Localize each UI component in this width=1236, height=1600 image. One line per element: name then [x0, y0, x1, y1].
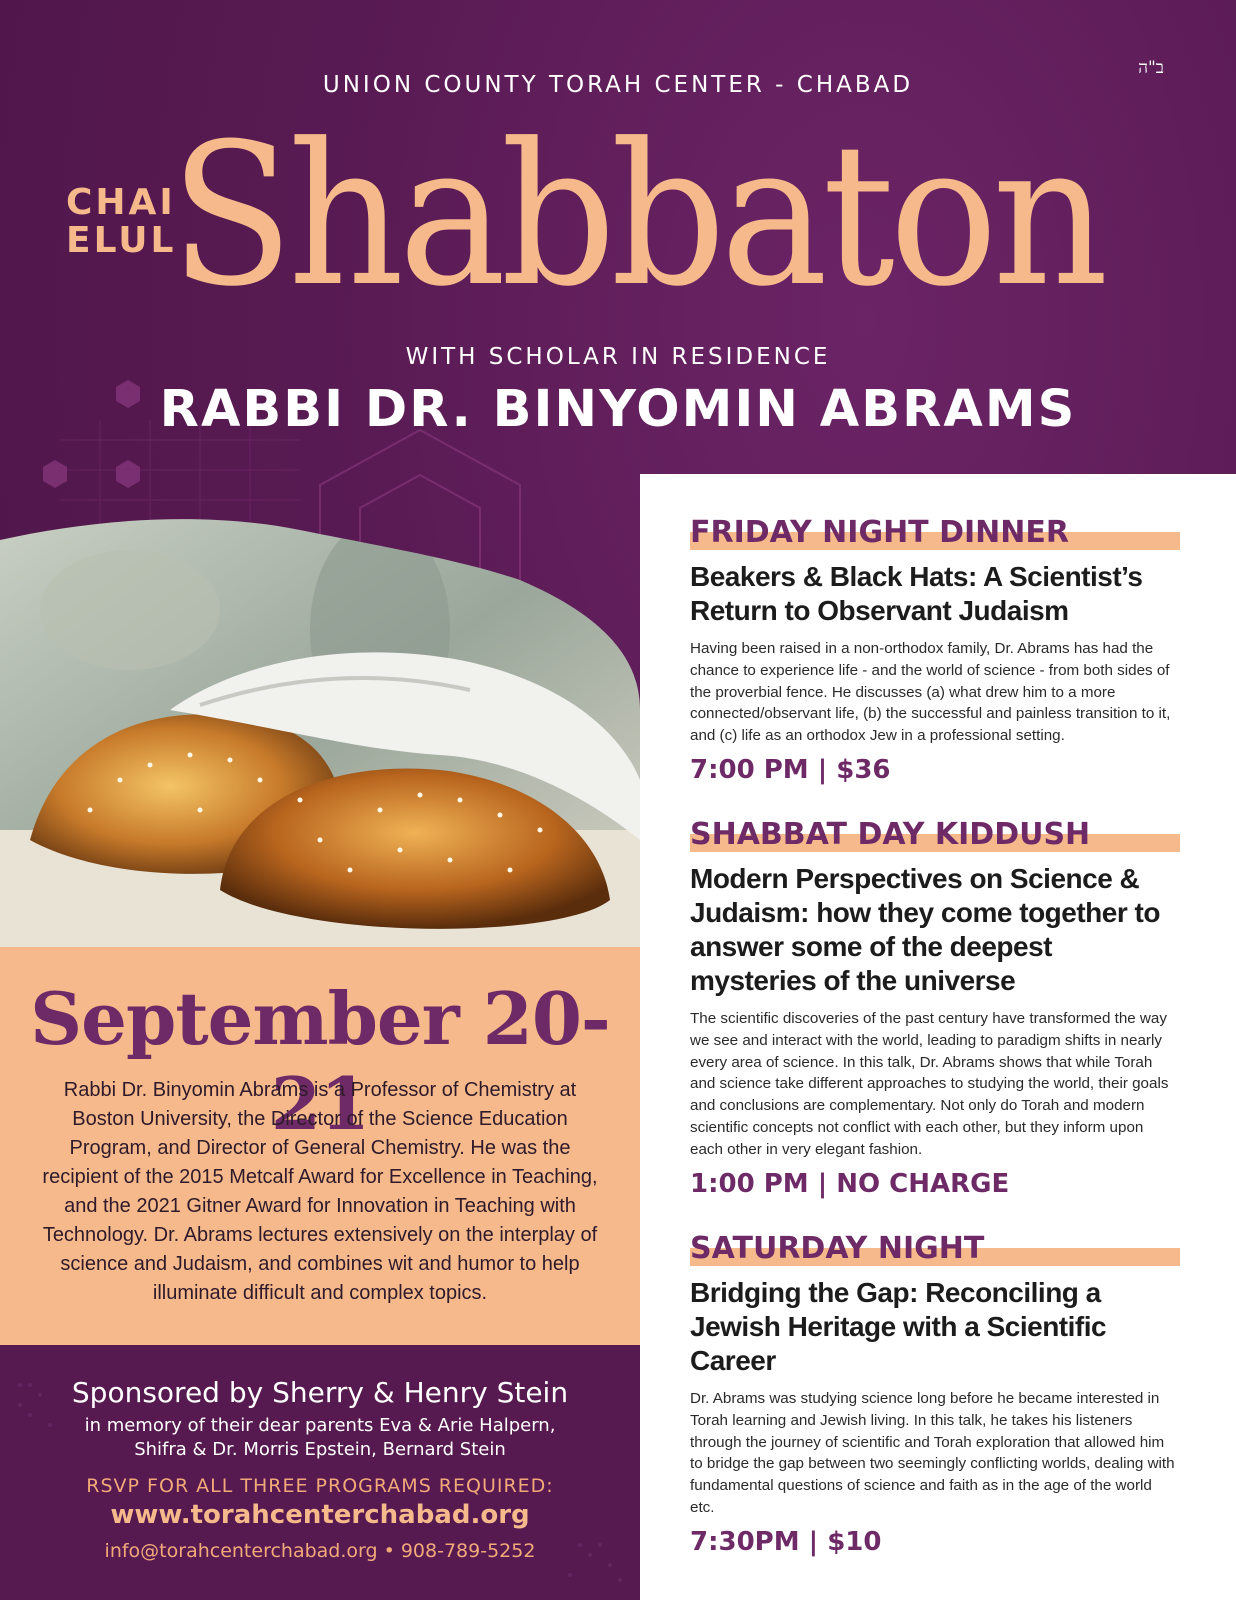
rsvp-notice: RSVP FOR ALL THREE PROGRAMS REQUIRED: [86, 1475, 554, 1497]
contact-info[interactable]: info@torahcenterchabad.org • 908-789-5252 [104, 1540, 536, 1562]
event-time-price: 7:30PM | $10 [690, 1526, 882, 1557]
challah-bread-image [0, 510, 640, 950]
event-title: Shabbaton [170, 102, 1104, 330]
event-time-price: 1:00 PM | NO CHARGE [690, 1168, 1010, 1199]
sponsor-line: Sponsored by Sherry & Henry Stein [71, 1376, 569, 1409]
event-description: Having been raised in a non-orthodox family, Dr. Abrams has had the chance to experience life - and the world of science - from both sides of the proverbial fence. He discusses (a) what drew him to a more connected/observant life, (b) the successful and painless transition to it, and (c) life as an orthodox Jew in a professional setting. [690, 640, 1171, 745]
event-talk-title: Bridging the Gap: Reconciling a Jewish Heritage with a Scientific Career [690, 1277, 1107, 1376]
chai-elul-label [66, 184, 176, 260]
speaker-name: RABBI DR. BINYOMIN ABRAMS [159, 380, 1077, 439]
event-time-price: 7:00 PM | $36 [690, 754, 891, 785]
memorial-line-2: Shifra & Dr. Morris Epstein, Bernard Stein [134, 1439, 506, 1460]
event-talk-title: Modern Perspectives on Science & Judaism: how they come together to answer some of the deepest mysteries of the universe [690, 863, 1160, 996]
event-heading [690, 516, 1180, 550]
elul-line: ELUL [66, 220, 177, 261]
bh-mark: ב"ה [1138, 58, 1164, 78]
event-date: September 20-21 [30, 976, 610, 1146]
event-heading-text: SHABBAT DAY KIDDUSH [690, 817, 1091, 852]
event-description: Dr. Abrams was studying science long before he became interested in Torah learning and Jewish living. In this talk, he takes his listeners through the journey of scientific and Torah exploration that allowed him to bridge the gap between two seemingly conflicting worlds, dealing with fundamental questions of science and faith as in the age of the world etc. [690, 1390, 1175, 1516]
speaker-bio: Rabbi Dr. Binyomin Abrams is a Professor of Chemistry at Boston University, the Director of the Science Education Program, and Director of General Chemistry. He was the recipient of the 2015 Metcalf Award for Excellence in Teaching, and the 2021 Gitner Award for Innovation in Teaching with Technology. Dr. Abrams lectures extensively on the interplay of science and Judaism, and combines wit and humor to help illuminate difficult and complex topics. [42, 1079, 598, 1304]
scholar-subtitle: WITH SCHOLAR IN RESIDENCE [405, 344, 831, 370]
memorial-dedication [0, 1414, 640, 1462]
events-panel [640, 474, 1236, 1600]
event-heading [690, 1232, 1180, 1266]
event-heading-text: FRIDAY NIGHT DINNER [690, 515, 1069, 550]
website-link[interactable]: www.torahcenterchabad.org [110, 1500, 530, 1530]
event-heading-text: SATURDAY NIGHT [690, 1231, 985, 1266]
event-friday-night-dinner [690, 516, 1180, 785]
memorial-line-1: in memory of their dear parents Eva & Arie Halpern, [84, 1415, 556, 1436]
organization-name: UNION COUNTY TORAH CENTER - CHABAD [322, 72, 914, 98]
event-saturday-night [690, 1232, 1180, 1557]
event-heading [690, 818, 1180, 852]
event-talk-title: Beakers & Black Hats: A Scientist’s Return to Observant Judaism [690, 561, 1143, 626]
event-description: The scientific discoveries of the past century have transformed the way we see and interact with the world, leading to paradigm shifts in nearly every area of science. In this talk, Dr. Abrams shows that while Torah and science take different approaches to studying the world, their goals and conclusions are complementary. Not only do Torah and modern scientific concepts not conflict with each other, but they inform upon each other in very elegant fashion. [690, 1010, 1169, 1158]
event-shabbat-day-kiddush [690, 818, 1180, 1199]
chai-line: CHAI [66, 182, 176, 223]
